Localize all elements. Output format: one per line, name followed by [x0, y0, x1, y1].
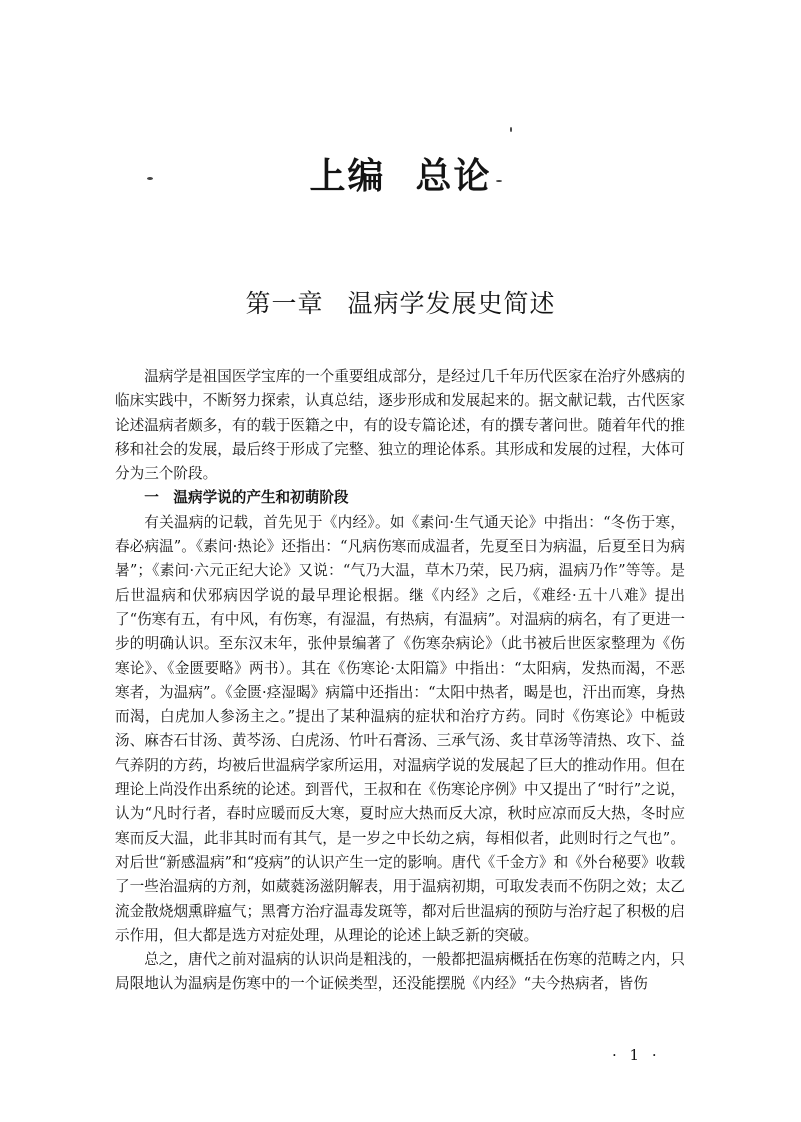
body-text [115, 365, 685, 997]
part-title [0, 148, 801, 199]
part-title-main: 上编 [309, 156, 386, 197]
section-heading: 一 温病学说的产生和初萌阶段 [144, 489, 349, 507]
chapter-title [0, 284, 801, 320]
section-paragraph: 有关温病的记载，首先见于《内经》。如《素问·生气通天论》中指出：“冬伤于寒，春必病温”。《素问·热论》还指出：“凡病伤寒而成温者，先夏至日为病温，后夏至日为病暑”；《素问·六元正纪大论》又说：“气乃大温，草木乃荣，民乃病，温病乃作”等等。是后世温病和伏邪病因学说的最早理论根据。继《内经》之后，《难经·五十八难》提出了“伤寒有五，有中风，有伤寒，有湿温，有热病，有温病”。对温病的病名，有了更进一步的明确认识。至东汉末年，张仲景编著了《伤寒杂病论》（此书被后世医家整理为《伤寒论》、《金匮要略》两书）。其在《伤寒论·太阳篇》中指出：“太阳病，发热而渴，不恶寒者，为温病”。《金匮·痉湿暍》病篇中还指出：“太阳中热者，暍是也，汗出而寒，身热而渴，白虎加人参汤主之。”提出了某种温病的症状和治疗方药。同时《伤寒论》中栀豉汤、麻杏石甘汤、黄芩汤、白虎汤、竹叶石膏汤、三承气汤、炙甘草汤等清热、攻下、益气养阴的方药，均被后世温病学家所运用，对温病学说的发展起了巨大的推动作用。但在理论上尚没作出系统的论述。到晋代，王叔和在《伤寒论序例》中又提出了“时行”之说，认为“凡时行者，春时应暖而反大寒，夏时应大热而反大凉，秋时应凉而反大热，冬时应寒而反大温，此非其时而有其气，是一岁之中长幼之病，每相似者，此则时行之气也”。对后世“新感温病”和“疫病”的认识产生一定的影响。唐代《千金方》和《外台秘要》收载了一些治温病的方剂，如葳蕤汤滋阴解表，用于温病初期，可取发表而不伤阴之效；太乙流金散烧烟熏辟瘟气；黑膏方治疗温毒发斑等，都对后世温病的预防与治疗起了积极的启示作用，但大都是选方对症处理，从理论的论述上缺乏新的突破。 [115, 513, 685, 944]
intro-paragraph: 温病学是祖国医学宝库的一个重要组成部分，是经过几千年历代医家在治疗外感病的临床实践中，不断努力探索，认真总结，逐步形成和发展起来的。据文献记载，古代医家论述温病者颇多，有的载于医籍之中，有的设专篇论述，有的撰专著问世。随着年代的推移和社会的发展，最后终于形成了完整、独立的理论体系。其形成和发展的过程，大体可分为三个阶段。 [115, 368, 685, 483]
section-paragraph: 总之，唐代之前对温病的认识尚是粗浅的，一般都把温病概括在伤寒的范畴之内，只局限地认为温病是伤寒中的一个证候类型，还没能摆脱《内经》“夫今热病者，皆伤 [115, 951, 685, 993]
chapter-name: 温病学发展史简述 [347, 289, 556, 318]
part-title-sub: 总论 [415, 156, 492, 197]
page-number: · 1 · [612, 1046, 661, 1064]
chapter-number: 第一章 [245, 289, 324, 318]
scan-speck [510, 127, 512, 132]
